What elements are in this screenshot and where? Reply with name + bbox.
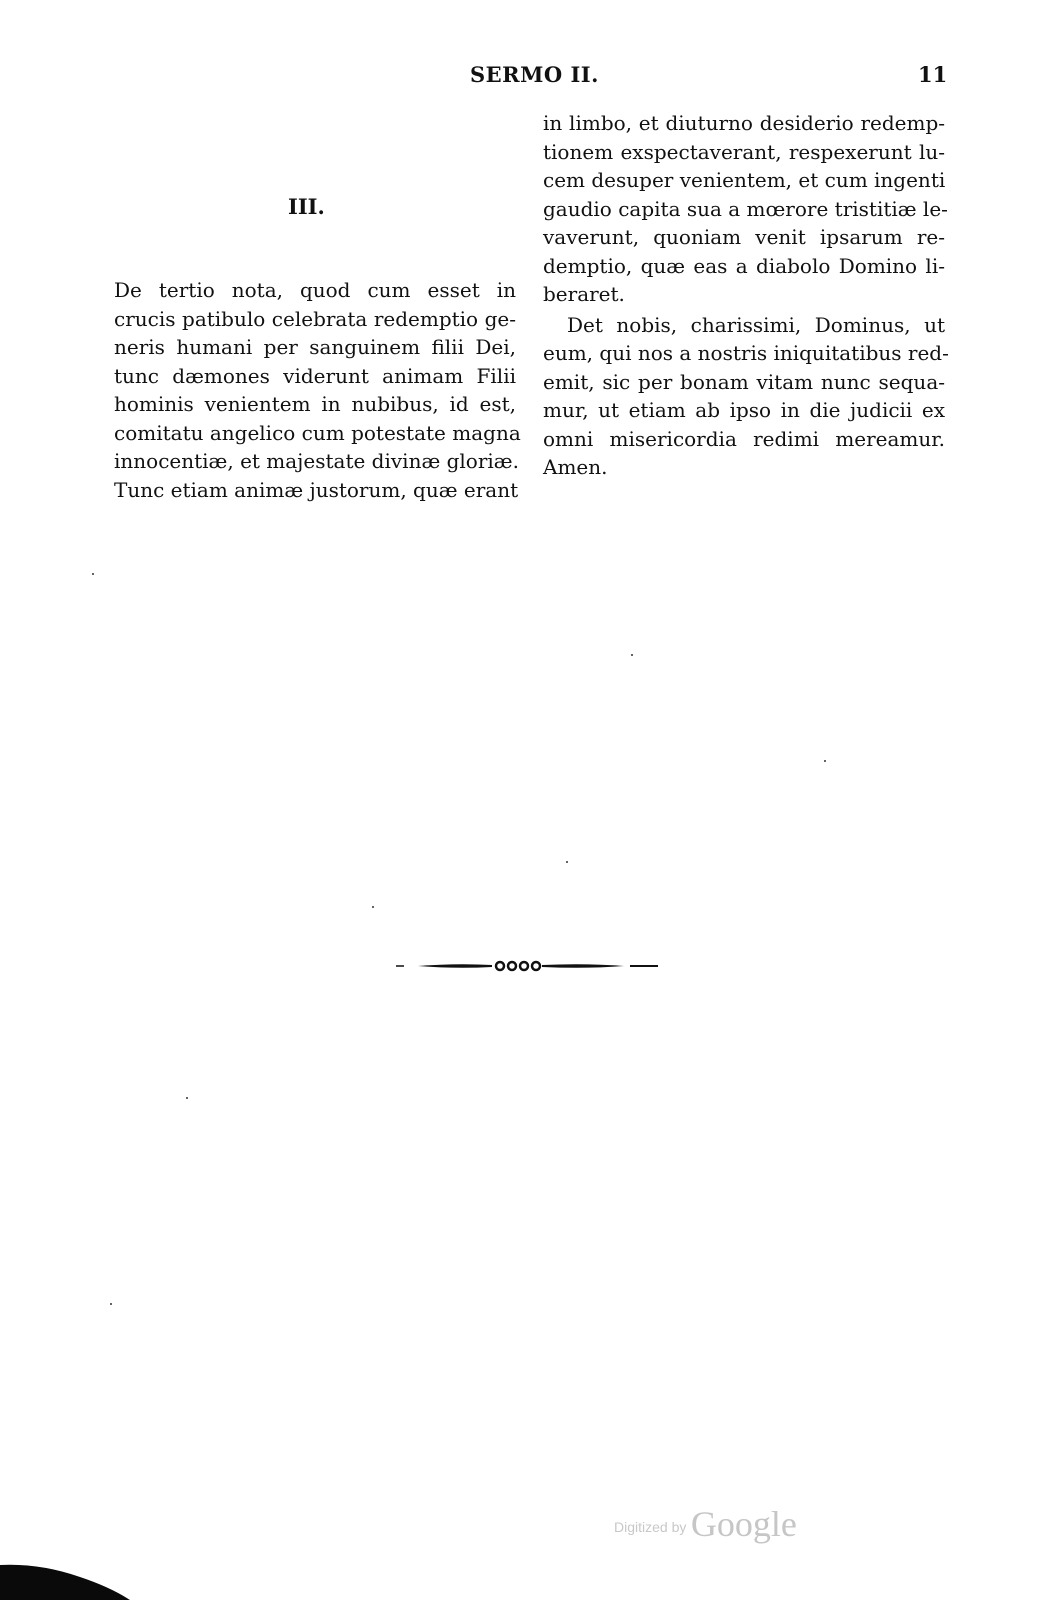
text-line: hominis venientem in nubibus, id est, — [114, 392, 516, 416]
text-line: beraret. — [543, 282, 625, 306]
scan-speck — [566, 861, 568, 863]
text-line: cem desuper venientem, et cum ingenti — [543, 168, 946, 192]
text-line: crucis patibulo celebrata redemptio ge- — [114, 306, 516, 331]
text-line: emit, sic per bonam vitam nunc sequa- — [543, 369, 945, 394]
text-line: Tunc etiam animæ justorum, quæ erant — [114, 477, 519, 502]
text-line: vaverunt, quoniam venit ipsarum re- — [543, 225, 945, 249]
text-line: in limbo, et diuturno desiderio redemp- — [543, 111, 945, 135]
google-logo: Google — [690, 1504, 797, 1544]
text-line: De tertio nota, quod cum esset in — [114, 278, 516, 302]
text-line: Det nobis, charissimi, Dominus, ut — [567, 312, 945, 337]
text-line: demptio, quæ eas a diabolo Domino li- — [543, 253, 945, 278]
text-line: neris humani per sanguinem filii Dei, — [114, 335, 516, 359]
running-header-title: SERMO II. — [470, 62, 599, 87]
text-line: eum, qui nos a nostris iniquitatibus red- — [543, 341, 949, 365]
scan-speck — [186, 1097, 188, 1099]
left-column-text — [114, 276, 521, 504]
text-line: comitatu angelico cum potestate magna — [114, 420, 521, 445]
text-line: mur, ut etiam ab ipso in die judicii ex — [543, 398, 945, 422]
digitized-by-label: Digitized by — [614, 1519, 687, 1535]
digitized-by-watermark — [614, 1503, 797, 1545]
scan-edge-blot — [0, 1555, 130, 1600]
page-number: 11 — [918, 62, 948, 87]
scan-speck — [92, 573, 94, 575]
text-line: omni misericordia redimi mereamur. — [543, 426, 945, 451]
right-column-text — [543, 109, 949, 482]
section-number: III. — [288, 194, 325, 219]
text-line: tionem exspectaverant, respexerunt lu- — [543, 139, 945, 164]
scan-speck — [110, 1303, 112, 1305]
text-line: innocentiæ, et majestate divinæ gloriæ. — [114, 449, 519, 473]
text-line: tunc dæmones viderunt animam Filii — [114, 363, 516, 388]
text-line: Amen. — [543, 455, 608, 479]
scan-speck — [824, 760, 826, 762]
text-line: gaudio capita sua a mœrore tristitiæ le- — [543, 196, 948, 221]
scan-speck — [631, 654, 633, 656]
scan-speck — [372, 906, 374, 908]
ornamental-divider-icon — [396, 955, 658, 977]
